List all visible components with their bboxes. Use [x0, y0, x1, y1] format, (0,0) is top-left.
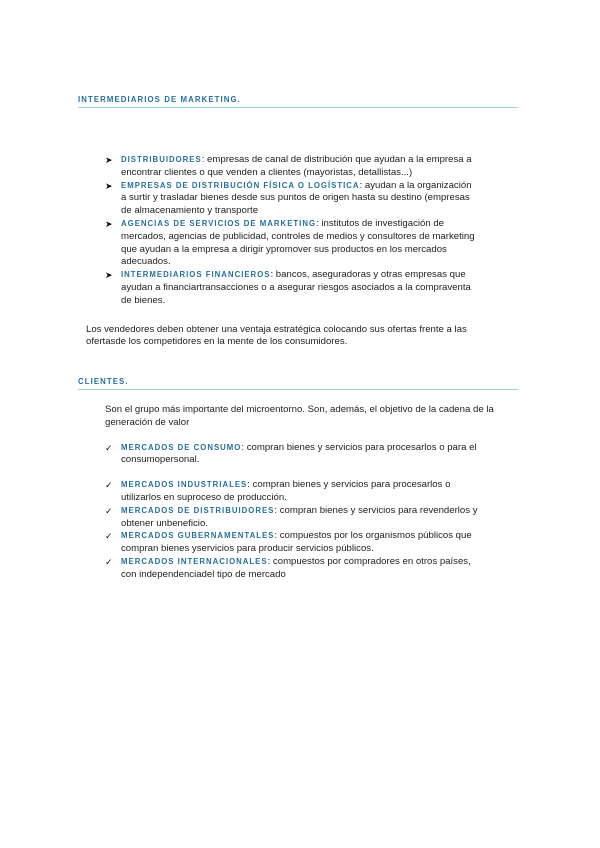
list-item: [105, 180, 477, 218]
item-description: compran bienes y servicios para procesarlos o para el consumopersonal.: [121, 441, 477, 466]
arrow-bullet-icon: ➤: [105, 155, 113, 165]
section-heading-suffix: .: [125, 377, 129, 386]
item-separator: :: [316, 217, 319, 229]
item-description: institutos de investigación de mercados, agencias de publicidad, controles de medios y consultores de marketing que ayudan a la empresa a dirigir ypromover sus productos en los mercados adecuados.: [121, 217, 475, 268]
item-separator: :: [267, 555, 271, 567]
check-bullet-icon: ✓: [105, 442, 113, 453]
item-description: compran bienes y servicios para revenderlos y obtener unbeneficio.: [121, 504, 478, 529]
item-separator: :: [274, 530, 278, 542]
list-item: [105, 479, 485, 505]
item-term: DISTRIBUIDORES: [121, 155, 202, 164]
intro-paragraph: Son el grupo más importante del microentorno. Son, además, el objetivo de la cadena de la generación de valor: [105, 404, 494, 428]
item-term: MERCADOS DE CONSUMO: [121, 442, 242, 452]
section-heading-text: CLIENTES: [78, 377, 126, 386]
section-heading-text: INTERMEDIARIOS DE MARKETING: [78, 95, 238, 104]
intermediaries-list: [105, 154, 477, 308]
item-separator: :: [270, 269, 274, 281]
item-description: empresas de canal de distribución que ayudan a la empresa a encontrar clientes o que venden a clientes (mayoristas, detallistas...): [121, 154, 472, 178]
item-separator: :: [274, 504, 278, 516]
item-term: MERCADOS GUBERNAMENTALES: [121, 531, 275, 541]
item-term: MERCADOS INDUSTRIALES: [121, 480, 248, 490]
item-separator: :: [201, 154, 205, 165]
item-description: compran bienes y servicios para procesarlos o utilizarlos en suproceso de producción.: [121, 479, 451, 503]
section-clientes: [78, 377, 518, 582]
item-separator: :: [247, 479, 250, 491]
check-bullet-icon: ✓: [105, 531, 113, 542]
section-intermediarios: [78, 95, 518, 349]
item-term: MERCADOS DE DISTRIBUIDORES: [121, 505, 275, 515]
check-bullet-icon: ✓: [105, 480, 113, 491]
section-heading: [78, 377, 518, 390]
item-description: compuestos por compradores en otros países, con independenciadel tipo de mercado: [121, 555, 471, 580]
list-item: [105, 218, 477, 269]
markets-list: [105, 442, 485, 582]
item-term: MERCADOS INTERNACIONALES: [121, 556, 268, 566]
item-description: bancos, aseguradoras y otras empresas que ayudan a financiartransacciones o a asegurar riesgos asociados a la compraventa de bienes.: [121, 269, 471, 306]
check-bullet-icon: ✓: [105, 505, 113, 516]
item-separator: :: [241, 441, 245, 453]
list-item: [105, 530, 485, 556]
list-item: [105, 556, 485, 582]
list-item: [105, 154, 477, 180]
summary-paragraph: Los vendedores deben obtener una ventaja estratégica colocando sus ofertas frente a las ofertasde los competidores en la mente de los consumidores.: [86, 323, 467, 348]
section-heading-suffix: .: [237, 95, 241, 104]
arrow-bullet-icon: ➤: [105, 218, 113, 229]
item-term: INTERMEDIARIOS FINANCIEROS: [121, 270, 271, 280]
arrow-bullet-icon: ➤: [105, 270, 113, 281]
item-description: compuestos por los organismos públicos que compran bienes yservicios para producir servicios públicos.: [121, 530, 472, 555]
list-item: [105, 269, 477, 307]
item-term: AGENCIAS DE SERVICIOS DE MARKETING: [121, 218, 317, 228]
section-heading: [78, 95, 518, 108]
list-item: [105, 505, 485, 531]
item-separator: :: [359, 179, 363, 191]
item-term: EMPRESAS DE DISTRIBUCIÓN FÍSICA O LOGÍSTICA: [121, 180, 360, 190]
check-bullet-icon: ✓: [105, 556, 113, 567]
item-description: ayudan a la organización a surtir y trasladar bienes desde sus puntos de origen hasta su destino (empresas de almacenamiento y transporte: [121, 179, 472, 217]
list-item: [105, 442, 485, 468]
arrow-bullet-icon: ➤: [105, 180, 113, 191]
